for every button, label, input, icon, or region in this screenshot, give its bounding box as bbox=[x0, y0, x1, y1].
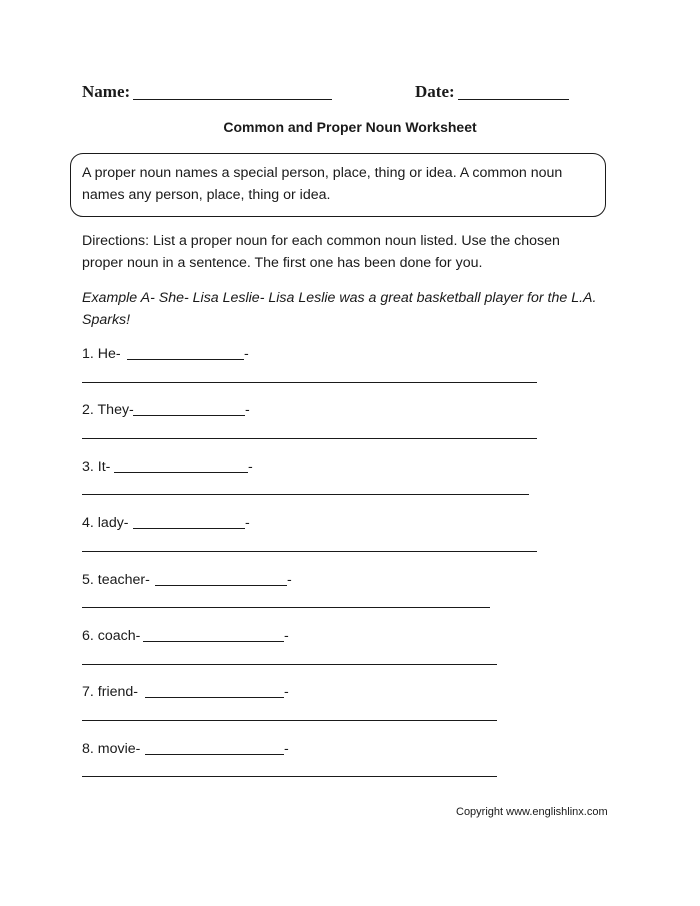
example-text: Example A- She- Lisa Leslie- Lisa Leslie was a great basketball player for the L.A. Sparks! bbox=[82, 290, 597, 328]
item-answer-blank-lady[interactable] bbox=[133, 528, 245, 529]
item-sentence-line-they[interactable] bbox=[82, 438, 537, 439]
item-dash: - bbox=[245, 402, 250, 418]
item-sentence-line-friend[interactable] bbox=[82, 720, 497, 721]
item-answer-blank-they[interactable] bbox=[133, 415, 245, 416]
item-answer-blank-movie[interactable] bbox=[145, 754, 284, 755]
item-sentence-line-coach[interactable] bbox=[82, 664, 497, 665]
page-title: Common and Proper Noun Worksheet bbox=[223, 119, 477, 135]
item-answer-blank-friend[interactable] bbox=[145, 697, 284, 698]
item-label-friend: 7. friend- bbox=[82, 684, 138, 700]
item-label-he: 1. He- bbox=[82, 346, 121, 362]
item-dash: - bbox=[284, 741, 289, 757]
item-label-teacher: 5. teacher- bbox=[82, 572, 150, 588]
item-sentence-line-teacher[interactable] bbox=[82, 607, 490, 608]
item-dash: - bbox=[284, 628, 289, 644]
item-label-movie: 8. movie- bbox=[82, 741, 141, 757]
definition-text: A proper noun names a special person, place, thing or idea. A common noun names any person, place, thing or idea. bbox=[82, 165, 563, 203]
item-sentence-line-movie[interactable] bbox=[82, 776, 497, 777]
item-label-they: 2. They- bbox=[82, 402, 134, 418]
date-field[interactable] bbox=[458, 99, 569, 100]
item-answer-blank-it[interactable] bbox=[114, 472, 248, 473]
item-label-coach: 6. coach- bbox=[82, 628, 141, 644]
date-label: Date: bbox=[415, 82, 455, 101]
item-dash: - bbox=[245, 515, 250, 531]
directions-text: Directions: List a proper noun for each common noun listed. Use the chosen proper noun in a sentence. The first one has been done for you. bbox=[82, 233, 560, 271]
item-label-it: 3. It- bbox=[82, 459, 111, 475]
item-sentence-line-it[interactable] bbox=[82, 494, 529, 495]
item-dash: - bbox=[244, 346, 249, 362]
item-dash: - bbox=[284, 684, 289, 700]
item-label-lady: 4. lady- bbox=[82, 515, 129, 531]
name-field[interactable] bbox=[133, 99, 332, 100]
item-sentence-line-he[interactable] bbox=[82, 382, 537, 383]
item-answer-blank-teacher[interactable] bbox=[155, 585, 287, 586]
item-dash: - bbox=[248, 459, 253, 475]
name-label: Name: bbox=[82, 82, 131, 101]
item-answer-blank-he[interactable] bbox=[127, 359, 244, 360]
item-sentence-line-lady[interactable] bbox=[82, 551, 537, 552]
copyright-text: Copyright www.englishlinx.com bbox=[456, 806, 608, 818]
item-dash: - bbox=[287, 572, 292, 588]
item-answer-blank-coach[interactable] bbox=[143, 641, 284, 642]
